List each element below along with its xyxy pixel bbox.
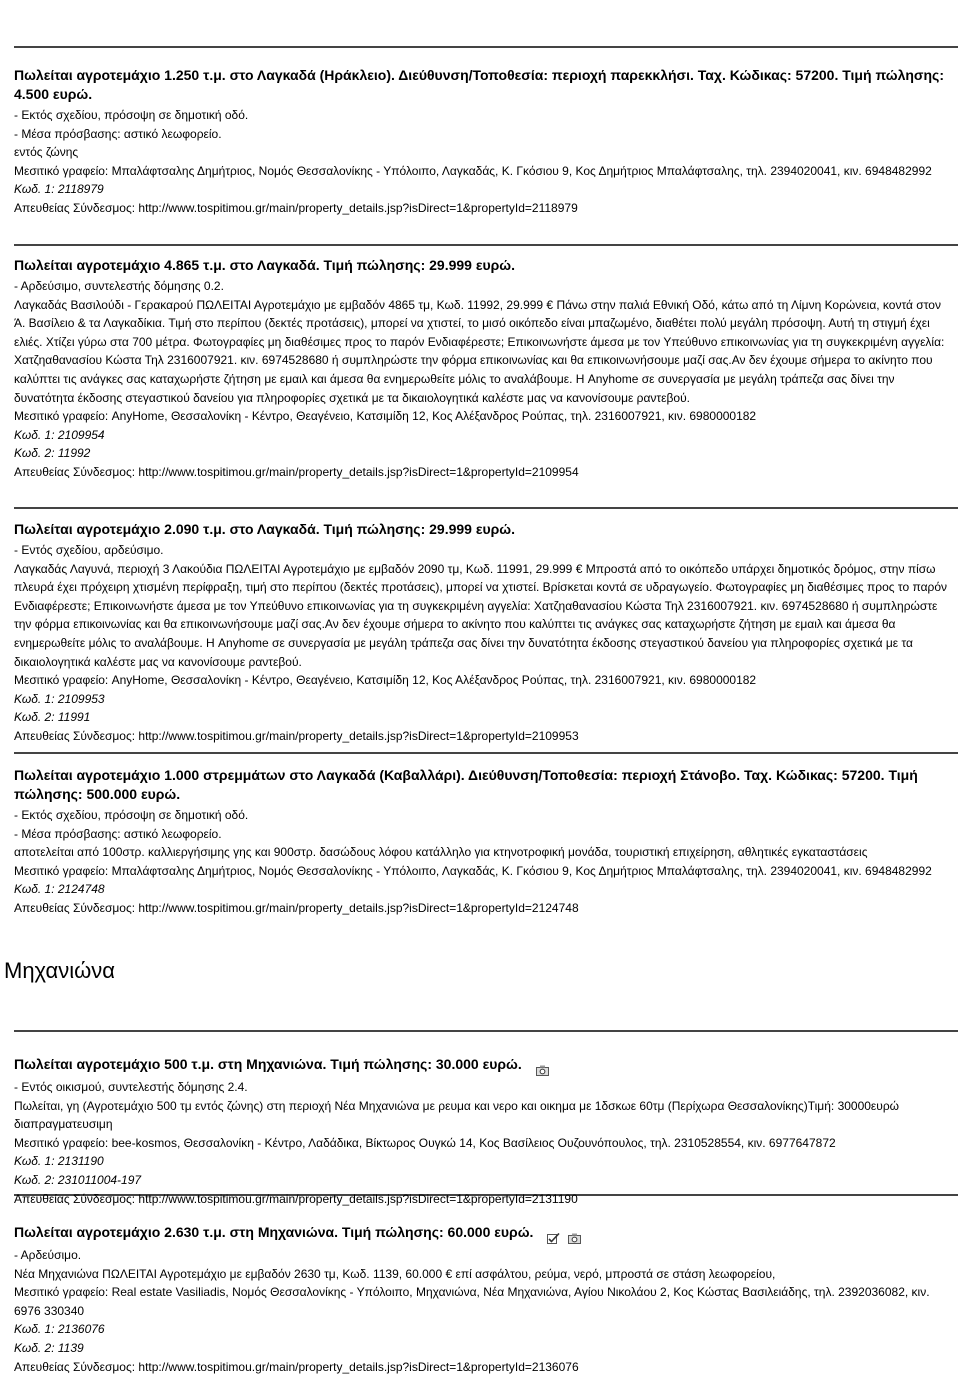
listing-line: - Εντός σχεδίου, αρδεύσιμο. [14, 543, 164, 557]
divider [14, 1030, 958, 1032]
section-heading: Μηχανιώνα [4, 958, 116, 983]
listing-title [14, 1223, 950, 1244]
listing-icons [547, 1225, 589, 1244]
camera-icon [536, 1062, 549, 1073]
direct-link[interactable]: Απευθείας Σύνδεσμος: http://www.tospitimou.gr/main/property_details.jsp?isDirect=1&propertyId=2136076 [14, 1359, 579, 1374]
listing-code: Κωδ. 2: 11992 [14, 446, 91, 461]
listing-line: Μεσιτικό γραφείο: bee-kosmos, Θεσσαλονίκη - Κέντρο, Λαδάδικα, Βίκτωρος Ουγκώ 14, Κος Βασίλειος Ουζουνόπουλος, τηλ. 2310528554, κιν. 6977647872 [14, 1135, 836, 1150]
direct-link[interactable]: Απευθείας Σύνδεσμος: http://www.tospitimou.gr/main/property_details.jsp?isDirect=1&propertyId=2109953 [14, 728, 579, 743]
listing-line: Λαγκαδάς Λαγυνά, περιοχή 3 Λακούδια ΠΩΛΕΙΤΑΙ Αγροτεμάχιο με εμβαδόν 2090 τμ, Κωδ. 11991, 29.999 € Μπροστά από το οικόπεδο υπάρχει δημοτικός δρόμος, στην πίσω πλευρά έχει πρόχειρη χτισμένη περίφραξη, τιμή στο περίπου (δεκτές προτάσεις), μπορεί να χτιστεί. Βρίσκεται κοντά σε υδραγωγείο. Φωτογραφίες μη διαθέσιμες προς το παρόν Ενδιαφέρεστε; Επικοινωνήστε άμεσα με τον Υπεύθυνο επικοινωνίας για τη συγκεκριμένη αγγελία: Χατζηαθανασίου Κώστα Τηλ 2316007921. κιν. 6974528680 ή συμπληρώστε την φόρμα επικοινωνίας και θα επικοινωνήσουμε μαζί σας.Αν δεν έχουμε σήμερα το ακίνητο που καλύπτει τις ανάγκες σας καταχωρήστε ζήτηση με εμαιλ και άμεσα θα ενημερωθείτε μόλις το αναλάβουμε. Η Anyhome σε συνεργασία με μεγάλη τράπεζα σας δίνει την δυνατότητα έκδοσης στεγαστικού δανείου για πληροφορίες σχετικά με τα δικαιολογητικά καλέστε μας να κανονίσουμε ραντεβού. [14, 561, 948, 669]
listing-title-text: Πωλείται αγροτεμάχιο 2.630 τ.μ. στη Μηχανιώνα. Τιμή πώλησης: 60.000 ευρώ. [14, 1224, 534, 1240]
listing-code: Κωδ. 1: 2109953 [14, 691, 105, 706]
listing-line: - Αρδεύσιμο. [14, 1248, 82, 1262]
listing-line: Μεσιτικό γραφείο: Real estate Vasiliadis, Νομός Θεσσαλονίκης - Υπόλοιπο, Μηχανιώνα, Νέα Μηχανιώνα, Αγίου Νικολάου 2, Κος Κώστας Βασιλειάδης, τηλ. 2392036082, κιν. 6976 330340 [14, 1285, 930, 1318]
listing-line: Μεσιτικό γραφείο: Μπαλάφτσαλης Δημήτριος, Νομός Θεσσαλονίκης - Υπόλοιπο, Λαγκαδάς, Κ. Γκόσιου 9, Κος Δημήτριος Μπαλάφτσαλης, τηλ. 2394020041, κιν. 6948482992 [14, 863, 932, 878]
listing-line: Μεσιτικό γραφείο: AnyHome, Θεσσαλονίκη - Κέντρο, Θεαγένειο, Κατσιμίδη 12, Κος Αλέξανδρος Ρούπας, τηλ. 2316007921, κιν. 6980000182 [14, 409, 757, 424]
divider [14, 507, 958, 509]
listing-line: - Μέσα πρόσβασης: αστικό λεωφορείο. [14, 826, 222, 841]
listing-line: - Εντός οικισμού, συντελεστής δόμησης 2.4. [14, 1080, 248, 1094]
listing-icons [536, 1057, 557, 1076]
listing-title [14, 1055, 950, 1076]
listing-code: Κωδ. 2: 11991 [14, 710, 91, 725]
listing-line: - Εκτός σχεδίου, πρόσοψη σε δημοτική οδό. [14, 808, 249, 822]
listing [14, 1223, 950, 1376]
listing-code: Κωδ. 2: 231011004-197 [14, 1172, 142, 1187]
listing-line: Μεσιτικό γραφείο: Μπαλάφτσαλης Δημήτριος, Νομός Θεσσαλονίκης - Υπόλοιπο, Λαγκαδάς, Κ. Γκόσιου 9, Κος Δημήτριος Μπαλάφτσαλης, τηλ. 2394020041, κιν. 6948482992 [14, 163, 932, 178]
listing-code: Κωδ. 1: 2136076 [14, 1322, 105, 1337]
divider [14, 244, 958, 246]
checkbox-icon [547, 1230, 560, 1241]
listing [14, 766, 950, 918]
direct-link[interactable]: Απευθείας Σύνδεσμος: http://www.tospitimou.gr/main/property_details.jsp?isDirect=1&propertyId=2118979 [14, 200, 578, 215]
listing-code: Κωδ. 1: 2124748 [14, 882, 105, 897]
direct-link[interactable]: Απευθείας Σύνδεσμος: http://www.tospitimou.gr/main/property_details.jsp?isDirect=1&propertyId=2124748 [14, 900, 579, 915]
listing-line: - Αρδεύσιμο, συντελεστής δόμησης 0.2. [14, 279, 224, 293]
listing-line: Μεσιτικό γραφείο: AnyHome, Θεσσαλονίκη - Κέντρο, Θεαγένειο, Κατσιμίδη 12, Κος Αλέξανδρος Ρούπας, τηλ. 2316007921, κιν. 6980000182 [14, 673, 757, 688]
listing-title: Πωλείται αγροτεμάχιο 1.250 τ.μ. στο Λαγκαδά (Ηράκλειο). Διεύθυνση/Τοποθεσία: περιοχή παρεκκλήσι. Ταχ. Κώδικας: 57200. Τιμή πώλησης: 4.500 ευρώ. [14, 67, 945, 102]
divider [14, 46, 958, 48]
divider [14, 752, 958, 754]
direct-link[interactable]: Απευθείας Σύνδεσμος: http://www.tospitimou.gr/main/property_details.jsp?isDirect=1&propertyId=2131190 [14, 1191, 578, 1206]
listing-title: Πωλείται αγροτεμάχιο 2.090 τ.μ. στο Λαγκαδά. Τιμή πώλησης: 29.999 ευρώ. [14, 521, 516, 537]
listing-line: - Εκτός σχεδίου, πρόσοψη σε δημοτική οδό. [14, 108, 249, 122]
listing [14, 66, 950, 218]
listing-code: Κωδ. 1: 2109954 [14, 427, 105, 442]
direct-link[interactable]: Απευθείας Σύνδεσμος: http://www.tospitimou.gr/main/property_details.jsp?isDirect=1&propertyId=2109954 [14, 464, 579, 479]
listing-code: Κωδ. 2: 1139 [14, 1340, 84, 1355]
listing-title: Πωλείται αγροτεμάχιο 4.865 τ.μ. στο Λαγκαδά. Τιμή πώλησης: 29.999 ευρώ. [14, 257, 516, 273]
listing-line: Πωλείται, γη (Αγροτεμάχιο 500 τμ εντός ζώνης) στη περιοχή Νέα Μηχανιώνα με ρευμα και νερο και οικημα με 1δσκωε 60τμ (Περίχωρα Θεσσαλονίκης)Τιμή: 30000ευρώ διαπραγματευσιμη [14, 1098, 900, 1132]
listing-title-text: Πωλείται αγροτεμάχιο 500 τ.μ. στη Μηχανιώνα. Τιμή πώλησης: 30.000 ευρώ. [14, 1056, 522, 1072]
listing [14, 1055, 950, 1208]
listing-line: αποτελείται από 100στρ. καλλιεργήσιμης γης και 900στρ. δασώδους λόφου κατάλληλο για κτηνοτροφική μονάδα, τουριστική επιχείρηση, αθλητικές εγκαταστάσεις [14, 845, 868, 860]
listing-line: Νέα Μηχανιώνα ΠΩΛΕΙΤΑΙ Αγροτεμάχιο με εμβαδόν 2630 τμ, Κωδ. 1139, 60.000 € επί ασφάλτου, ρεύμα, νερό, μπροστά σε στάση λεωφορείου, [14, 1266, 776, 1281]
listing-line: Λαγκαδάς Βασιλούδι - Γερακαρού ΠΩΛΕΙΤΑΙ Αγροτεμάχιο με εμβαδόν 4865 τμ, Κωδ. 11992, 29.999 € Πάνω στην παλιά Εθνική Οδό, κάτω από τη Λίμνη Κορώνεια, κοντά στον Ά. Βασίλειο & τα Λαγκαδίκια. Τιμή στο περίπου (δεκτές προτάσεις), μπορεί να χτιστεί, το μισό οικόπεδο είναι μπαζωμένο, διαθέτει πολύ μεγάλη πρόσοψη. Αυτή τη στιγμή έχει ελιές. Χτίζει γύρω στα 700 μέτρα. Φωτογραφίες μη διαθέσιμες προς το παρόν Ενδιαφέρεστε; Επικοινωνήστε άμεσα με τον Υπεύθυνο επικοινωνίας για τη συγκεκριμένη αγγελία: Χατζηαθανασίου Κώστα Τηλ 2316007921. κιν. 6974528680 ή συμπληρώστε την φόρμα επικοινωνίας και θα επικοινωνήσουμε μαζί σας.Αν δεν έχουμε σήμερα το ακίνητο που καλύπτει τις ανάγκες σας καταχωρήστε ζήτηση με εμαιλ και άμεσα θα ενημερωθείτε μόλις το αναλάβουμε. Η Anyhome σε συνεργασία με μεγάλη τράπεζα σας δίνει την δυνατότητα έκδοσης στεγαστικού δανείου για πληροφορίες σχετικά με τα δικαιολογητικά καλέστε μας να κανονίσουμε ραντεβού. [14, 297, 945, 405]
listing [14, 520, 950, 746]
listing-line: εντός ζώνης [14, 145, 79, 160]
listing-title: Πωλείται αγροτεμάχιο 1.000 στρεμμάτων στο Λαγκαδά (Καβαλλάρι). Διεύθυνση/Τοποθεσία: περιοχή Στάνοβο. Ταχ. Κώδικας: 57200. Τιμή πώλησης: 500.000 ευρώ. [14, 767, 918, 802]
listing [14, 256, 950, 482]
listing-line: - Μέσα πρόσβασης: αστικό λεωφορείο. [14, 126, 222, 141]
camera-icon [568, 1230, 581, 1241]
listing-code: Κωδ. 1: 2131190 [14, 1154, 104, 1169]
listing-code: Κωδ. 1: 2118979 [14, 182, 104, 197]
